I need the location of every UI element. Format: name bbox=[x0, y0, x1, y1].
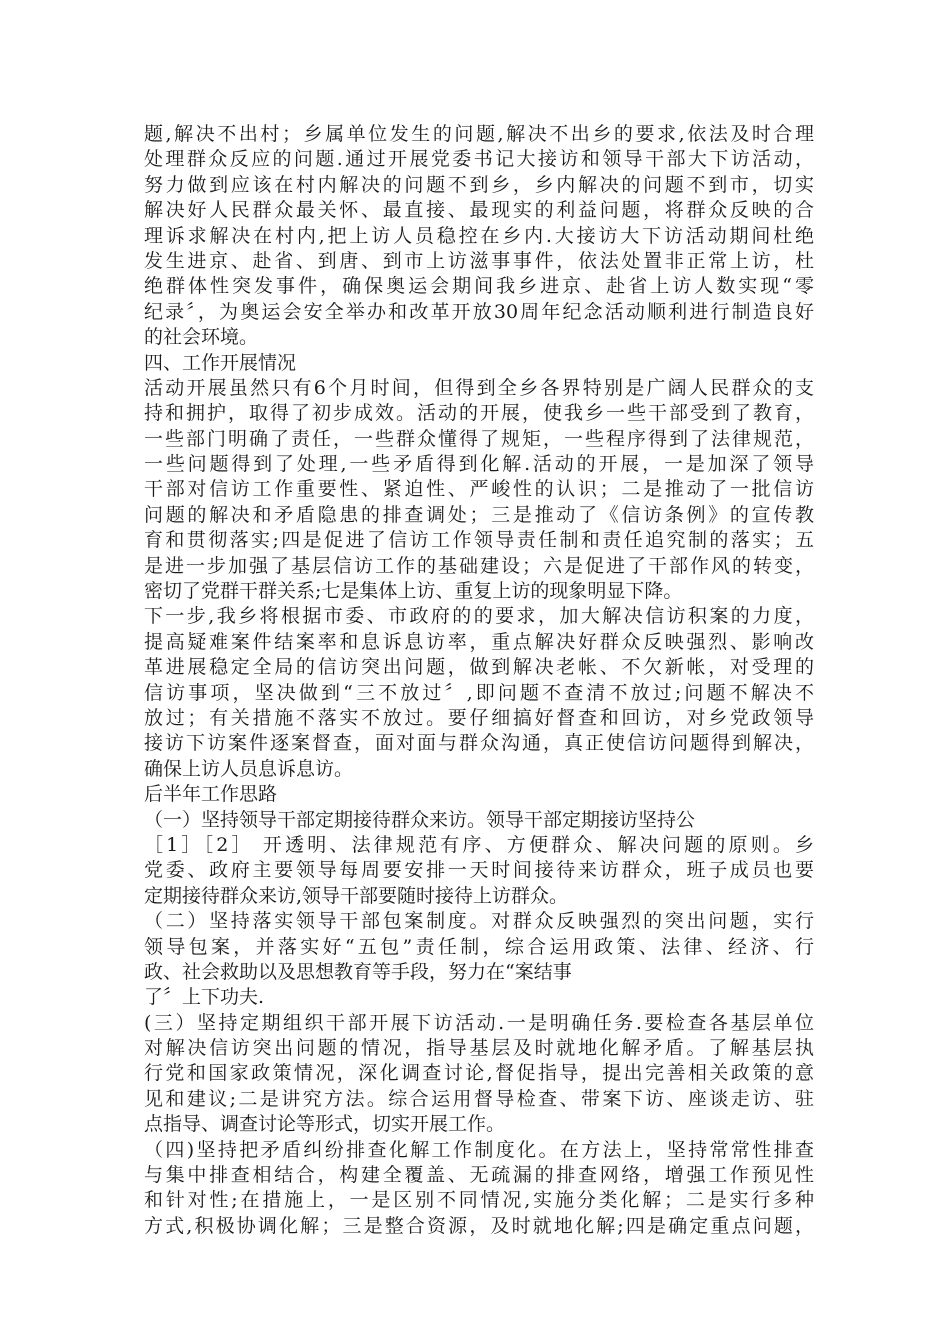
text-line: 定期接待群众来访,领导干部要随时接待上访群众。 bbox=[144, 884, 569, 907]
text-line: 后半年工作思路 bbox=[144, 783, 278, 806]
text-line: 问题的解决和矛盾隐患的排查调处；三是推动了《信访条例》的宣传教 bbox=[144, 503, 814, 526]
text-line: 领导包案，并落实好“五包”责任制，综合运用政策、法律、经济、行 bbox=[144, 935, 814, 958]
text-line: 理诉求解决在村内,把上访人员稳控在乡内.大接访大下访活动期间杜绝 bbox=[144, 224, 814, 247]
text-line: 政、社会救助以及思想教育等手段，努力在“案结事 bbox=[144, 960, 572, 983]
text-line: 提高疑难案件结案率和息诉息访率，重点解决好群众反映强烈、影响改 bbox=[144, 630, 814, 653]
text-line: 接访下访案件逐案督查，面对面与群众沟通，真正使信访问题得到解决， bbox=[144, 732, 814, 755]
text-line: 解决好人民群众最关怀、最直接、最现实的利益问题，将群众反映的合 bbox=[144, 199, 814, 222]
text-line: 发生进京、赴省、到唐、到市上访滋事事件，依法处置非正常上访，杜 bbox=[144, 249, 814, 272]
text-line: 努力做到应该在村内解决的问题不到乡，乡内解决的问题不到市，切实 bbox=[144, 173, 814, 196]
text-line: 方式,积极协调化解；三是整合资源，及时就地化解;四是确定重点问题， bbox=[144, 1214, 814, 1237]
text-line: 干部对信访工作重要性、紧迫性、严峻性的认识；二是推动了一批信访 bbox=[144, 478, 814, 501]
text-line: 绝群体性突发事件，确保奥运会期间我乡进京、赴省上访人数实现“零 bbox=[144, 275, 814, 298]
text-line: （四)坚持把矛盾纠纷排查化解工作制度化。在方法上，坚持常常性排查 bbox=[144, 1138, 814, 1161]
text-line: 处理群众反应的问题.通过开展党委书记大接访和领导干部大下访活动， bbox=[144, 148, 814, 171]
text-line: 四、工作开展情况 bbox=[144, 351, 297, 374]
text-line: 行党和国家政策情况，深化调查讨论,督促指导，提出完善相关政策的意 bbox=[144, 1062, 814, 1085]
text-line: 对解决信访突出问题的情况，指导基层及时就地化解矛盾。了解基层执 bbox=[144, 1037, 814, 1060]
text-line: （二）坚持落实领导干部包案制度。对群众反映强烈的突出问题，实行 bbox=[144, 910, 814, 933]
text-line: （一）坚持领导干部定期接待群众来访。领导干部定期接访坚持公 bbox=[144, 808, 696, 831]
text-line: 下一步,我乡将根据市委、市政府的的要求，加大解决信访积案的力度， bbox=[144, 605, 814, 628]
text-line: 和针对性;在措施上，一是区别不同情况,实施分类化解；二是实行多种 bbox=[144, 1189, 814, 1212]
text-line: 了〞上下功夫. bbox=[144, 986, 265, 1009]
text-line: 放过；有关措施不落实不放过。要仔细搞好督查和回访，对乡党政领导 bbox=[144, 706, 814, 729]
text-line: 题,解决不出村；乡属单位发生的问题,解决不出乡的要求,依法及时合理 bbox=[144, 123, 814, 145]
text-line: 活动开展虽然只有6个月时间，但得到全乡各界特别是广阔人民群众的支 bbox=[144, 376, 814, 399]
text-line: 持和拥护，取得了初步成效。活动的开展，使我乡一些干部受到了教育， bbox=[144, 402, 814, 425]
text-line: 育和贯彻落实;四是促进了信访工作领导责任制和责任追究制的落实；五 bbox=[144, 529, 814, 552]
text-line: 见和建议;二是讲究方法。综合运用督导检查、带案下访、座谈走访、驻 bbox=[144, 1087, 814, 1110]
text-line: 确保上访人员息诉息访。 bbox=[144, 757, 354, 780]
text-line: 革进展稳定全局的信访突出问题，做到解决老帐、不欠新帐，对受理的 bbox=[144, 656, 814, 679]
text-line: ［1］［2］ 开透明、法律规范有序、方便群众、解决问题的原则。乡 bbox=[144, 833, 814, 856]
text-line: 信访事项，坚决做到“三不放过〞,即问题不查清不放过;问题不解决不 bbox=[144, 681, 814, 704]
text-line: 密切了党群干群关系;七是集体上访、重复上访的现象明显下降。 bbox=[144, 580, 683, 603]
text-line: 的社会环境。 bbox=[144, 326, 259, 349]
text-line: 与集中排查相结合，构建全覆盖、无疏漏的排查网络，增强工作预见性 bbox=[144, 1164, 814, 1187]
text-line: 党委、政府主要领导每周要安排一天时间接待来访群众，班子成员也要 bbox=[144, 859, 814, 882]
text-line: 纪录〞，为奥运会安全举办和改革开放30周年纪念活动顺利进行制造良好 bbox=[144, 300, 814, 323]
text-line: (三）坚持定期组织干部开展下访活动.一是明确任务.要检查各基层单位 bbox=[144, 1011, 814, 1034]
text-line: 点指导、调查讨论等形式，切实开展工作。 bbox=[144, 1113, 506, 1136]
text-line: 一些问题得到了处理,一些矛盾得到化解.活动的开展，一是加深了领导 bbox=[144, 453, 814, 476]
text-line: 是进一步加强了基层信访工作的基础建设；六是促进了干部作风的转变， bbox=[144, 554, 814, 577]
document-page bbox=[144, 122, 814, 1239]
text-line: 一些部门明确了责任，一些群众懂得了规矩，一些程序得到了法律规范， bbox=[144, 427, 814, 450]
